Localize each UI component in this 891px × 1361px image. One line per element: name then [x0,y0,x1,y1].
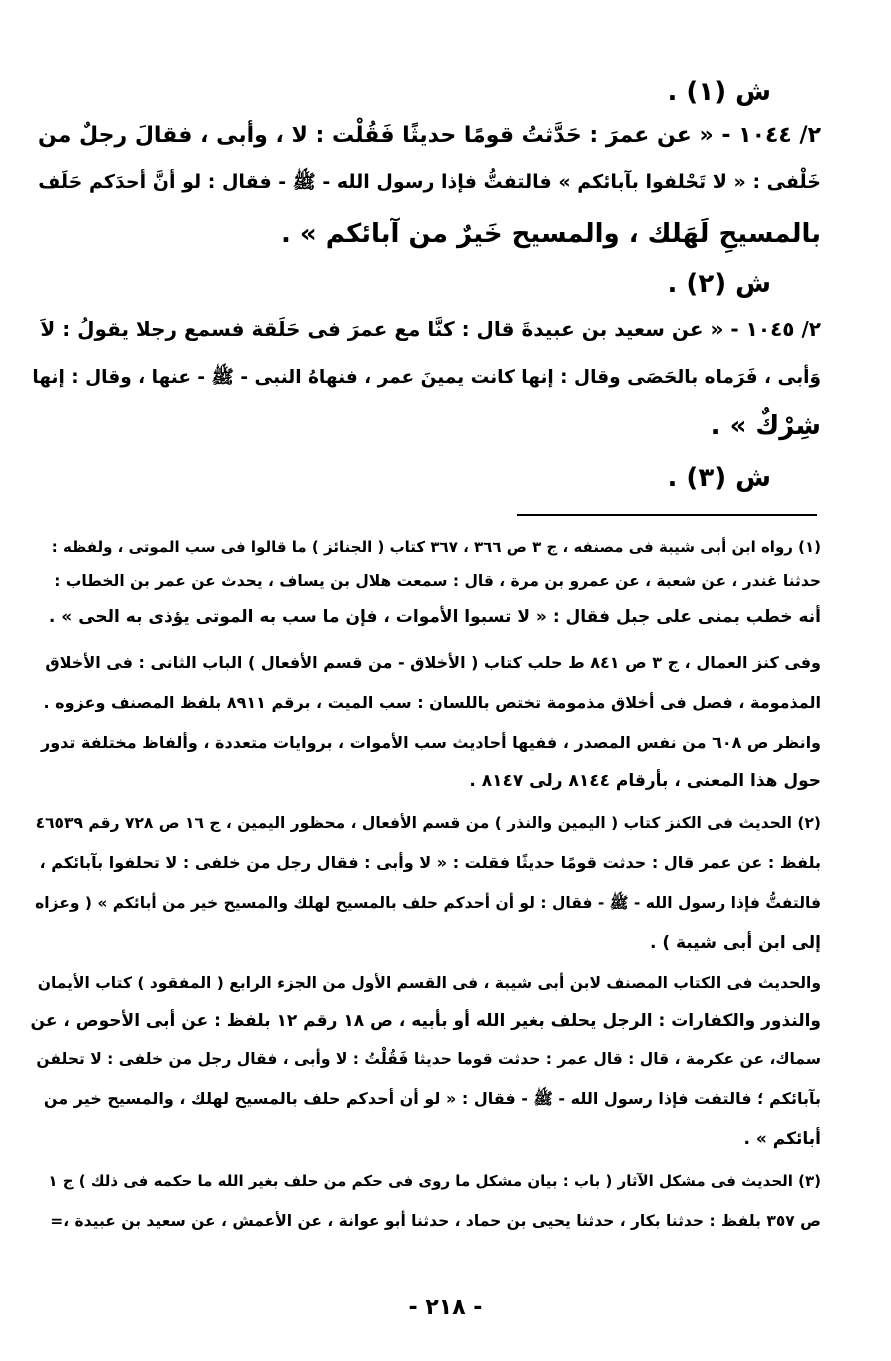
main-line-marker-3: ش (٣) . [667,463,771,493]
main-line-hadith-1044-cont: خَلْفى : « لا تَحْلفوا بآبائكم » فالتفتُّ فإذا رسول الله - ﷺ - فقال : لو أنَّ أحدَكم حَلَف [38,171,821,193]
footnote-1-line: المذمومة ، فصل فى أخلاق مذمومة تختص باللسان : سب الميت ، برقم ٨٩١١ بلفظ المصنف وعزوه . [43,693,821,712]
main-line-hadith-1045-end: شِرْكٌ » . [710,411,821,441]
main-line-marker-1: ش (١) . [667,77,771,107]
main-line-hadith-1045-cont: وَأبى ، فَرَماه بالحَصَى وقال : إنها كانت يمينَ عمر ، فنهاهُ النبى - ﷺ - عنها ، وقال : إنها [32,367,821,388]
footnote-2-line: بآبائكم ؛ فالتفت فإذا رسول الله - ﷺ - فقال : « لو أن أحدكم حلف بالمسيح لهلك ، والمسيح خير من [43,1089,821,1108]
footnote-1-line: حدثنا غندر ، عن شعبة ، عن عمرو بن مرة ، قال : سمعت هلال بن يساف ، يحدث عن عمر بن الخطاب : [54,572,821,590]
footnote-1-line: حول هذا المعنى ، بأرقام ٨١٤٤ رلى ٨١٤٧ . [469,771,821,791]
footnote-1-line: وفى كنز العمال ، ج ٣ ص ٨٤١ ط حلب كتاب ( الأخلاق - من قسم الأفعال ) الباب الثانى : فى الأخلاق [45,653,821,672]
footnote-1-line: وانظر ص ٦٠٨ من نفس المصدر ، ففيها أحاديث سب الأموات ، بروايات متعددة ، وألفاظ مختلفة تدور [40,733,821,752]
footnote-2-line: (٢) الحديث فى الكنز كتاب ( اليمين والنذر ) من قسم الأفعال ، محظور اليمين ، ج ١٦ ص ٧٢٨ رقم ٤٦٥٣٩ [35,814,821,832]
footnote-2-line: والنذور والكفارات : الرجل يحلف بغير الله أو بأبيه ، ص ١٨ رقم ١٢ بلفظ : عن أبى الأحوص ، عن [31,1011,821,1031]
page-number: - ٢١٨ - [408,1295,483,1320]
footnote-1-line: أنه خطب بمنى على جبل فقال : « لا تسبوا الأموات ، فإن ما سب به الموتى يؤذى به الحى » . [48,607,821,627]
footnote-3-line: (٣) الحديث فى مشكل الآثار ( باب : بيان مشكل ما روى فى حكم من حلف بغير الله ما حكمه فى ذلك ) ج ١ [48,1172,821,1190]
main-line-hadith-1045-start: ٢/ ١٠٤٥ - « عن سعيد بن عبيدةَ قال : كنَّا مع عمرَ فى حَلَقة فسمع رجلا يقولُ : لاَ [40,317,821,341]
main-line-hadith-1044-end: بالمسيحِ لَهَلك ، والمسيح خَيرٌ من آبائكم » . [280,219,821,249]
main-line-marker-2: ش (٢) . [667,269,771,299]
footnote-2-line: والحديث فى الكتاب المصنف لابن أبى شيبة ، فى القسم الأول من الجزء الرابع ( المفقود ) كتاب الأيمان [37,974,821,992]
footnote-3-line: ص ٣٥٧ بلفظ : حدثنا بكار ، حدثنا يحيى بن حماد ، حدثنا أبو عوانة ، عن الأعمش ، عن سعيد بن عبيدة ،= [50,1212,821,1230]
footnote-2-line: فالتفتُّ فإذا رسول الله - ﷺ - فقال : لو أن أحدكم حلف بالمسيح لهلك والمسيح خير من أبائكم » ( وعزاه [35,894,821,912]
footnote-2-line: بلفظ : عن عمر قال : حدثت قومًا حديثًا فقلت : « لا وأبى : فقال رجل من خلفى : لا تحلفوا بآبائكم ، [39,853,821,872]
main-line-hadith-1044-start: ٢/ ١٠٤٤ - « عن عمرَ : حَدَّثتُ قومًا حديثًا فَقُلْت : لا ، وأبى ، فقالَ رجلٌ من [37,123,821,148]
footnote-separator [517,514,817,516]
footnote-1-line: (١) رواه ابن أبى شيبة فى مصنفه ، ج ٣ ص ٣٦٦ ، ٣٦٧ كتاب ( الجنائز ) ما قالوا فى سب الموتى ، ولفظه : [51,538,821,556]
footnote-2-line: أبائكم » . [743,1129,821,1149]
footnote-2-line: إلى ابن أبى شيبة ) . [649,933,821,953]
footnote-2-line: سماك، عن عكرمة ، قال : قال عمر : حدثت قوما حديثا فَقُلْتُ : لا وأبى ، فقال رجل من خلفى : لا تحلفن [36,1050,821,1068]
